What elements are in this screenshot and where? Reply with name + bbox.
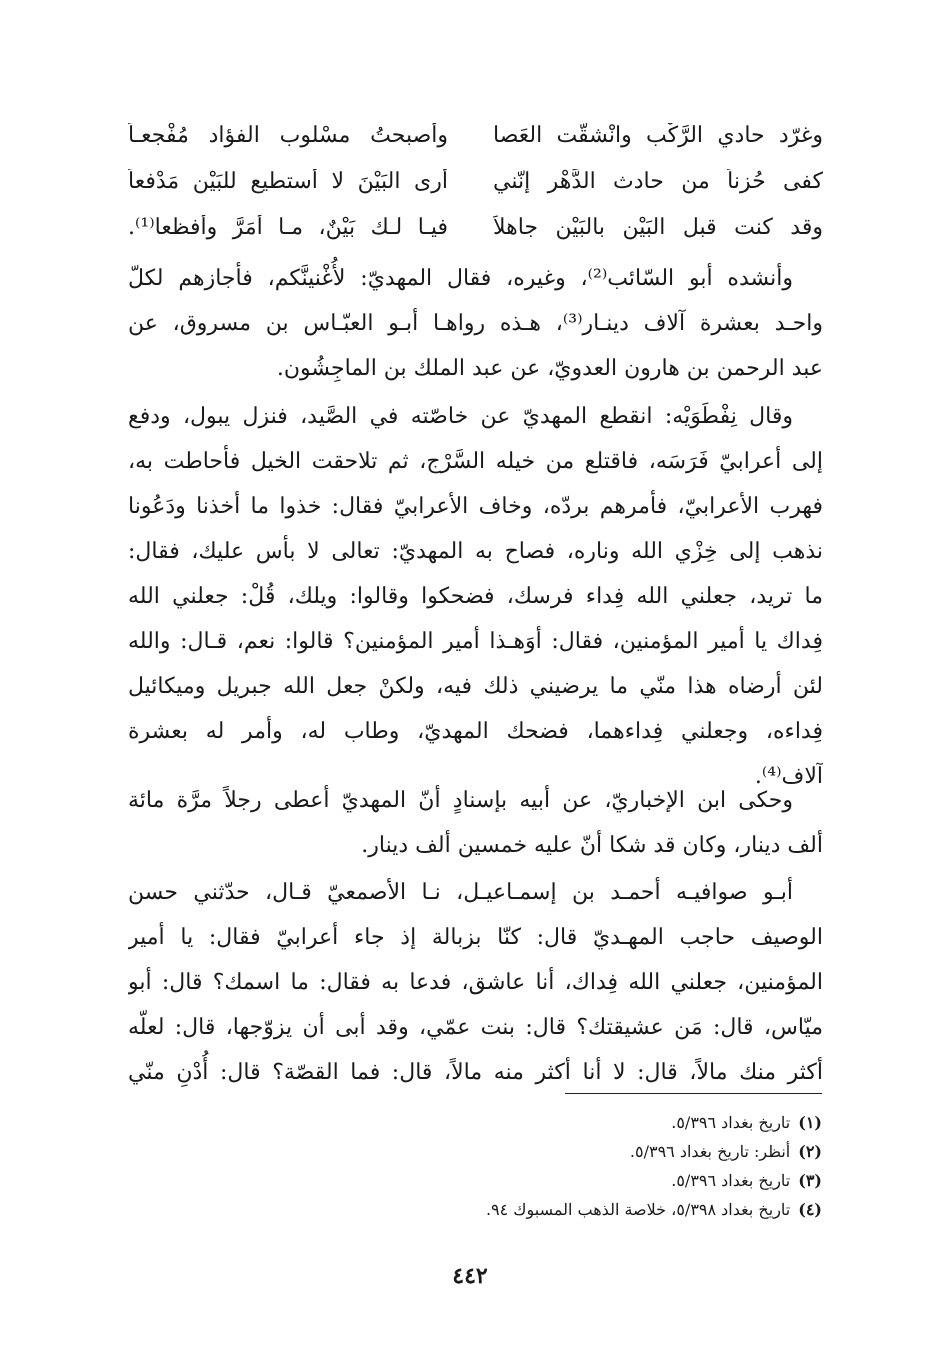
paragraph-line: فِداءه، وجعلني فِداءهما، فضحك المهديّ، وطاب له، وأمر له بعشرة [128, 719, 823, 744]
verse-first-hemistich: كفى حُزناً من حادث الدَّهْر إنّني [493, 168, 823, 194]
footnote-text: تاريخ بغداد ٥/٣٩٦. [671, 1171, 791, 1190]
verse-first-hemistich: وغرّد حادي الرَّكْب وانْشقَّت العَصا [493, 122, 823, 148]
paragraph-line: عبد الرحمن بن هارون العدويّ، عن عبد الملك بن الماجِشُون. [276, 356, 823, 381]
paragraph-line: ما تريد، جعلني الله فِداء فرسك، فضحكوا وقالوا: ويلك، قُلْ: جعلني الله [128, 584, 823, 609]
paragraph-line: واحـد بعشرة آلاف دينـار⁽³⁾، هـذه رواهـا أبـو العبّـاس بن مسروق، عن [128, 311, 823, 336]
paragraph-line: ميّاس، قال: مَن عشيقتك؟ قال: بنت عمّي، وقد أبى أن يزوّجها، قال: لعلّه [128, 1015, 823, 1040]
verse-line [128, 204, 823, 250]
footnotes [300, 1108, 822, 1224]
paragraph-line: وأنشده أبو السّائب⁽²⁾، وغيره، فقال المهديّ: لأُغْنينَّكم، فأجازهم لكلّ [128, 266, 793, 291]
verse-second-hemistich: فيـا لـك بَيْنٌ، مـا أمَرَّ وأفظعا⁽¹⁾. [128, 214, 448, 240]
paragraph-line: آلاف⁽⁴⁾. [754, 764, 823, 789]
poem-verses [128, 112, 823, 250]
footnote-text: أنظر: تاريخ بغداد ٥/٣٩٦. [629, 1142, 791, 1161]
verse-second-hemistich: أرى البَيْنَ لا أستطيع للبَيْن مَدْفعاً [128, 168, 448, 194]
footnote [300, 1108, 822, 1137]
paragraph-line: لئن أرضاه هذا منّي ما يرضيني ذلك فيه، ولكنْ جعل الله جبريل وميكائيل [128, 674, 823, 699]
paragraph-line: الوصيف حاجب المهـديّ قال: كنّا بزبالة إذ جاء أعرابيّ فقال: يا أمير [128, 925, 823, 950]
page-number: ٤٤٢ [452, 1263, 488, 1289]
footnote-number: (١) [798, 1113, 822, 1132]
paragraph-line: وقال نِفْطَوَيْه: انقطع المهديّ عن خاصّته في الصَّيد، فنزل يبول، ودفع [128, 404, 793, 429]
paragraph-line: فهرب الأعرابيّ، فأمرهم بردّه، وخاف الأعرابيّ فقال: خذوا ما أخذنا ودَعُونا [128, 494, 823, 519]
paragraph-line: وحكى ابن الإخباريّ، عن أبيه بإسنادٍ أنّ المهديّ أعطى رجلاً مرَّة مائة [128, 788, 793, 813]
paragraph-line: أكثر منك مالاً، قال: لا أنا أكثر منه مالاً، قال: فما القصّة؟ قال: أُدْنِ منّي [128, 1060, 823, 1085]
verse-second-hemistich: وأصبحتُ مسْلوب الفؤاد مُفْجعـاً [128, 122, 448, 148]
footnote [300, 1195, 822, 1224]
paragraph-line: المؤمنين، جعلني الله فِداك، أنا عاشق، فدعا به فقال: ما اسمك؟ قال: أبو [128, 970, 823, 995]
paragraph-line: ألف دينار، وكان قد شكا أنّ عليه خمسين ألف دينار. [361, 833, 823, 858]
verse-first-hemistich: وقد كنت قبل البَيْن بالبَيْن جاهلاً [493, 214, 823, 240]
footnote-number: (٣) [798, 1171, 822, 1190]
paragraph-bedouin-story [128, 394, 823, 799]
verse-line [128, 112, 823, 158]
footnote [300, 1137, 822, 1166]
footnote-number: (٢) [798, 1142, 822, 1161]
paragraph-line: نذهب إلى خِزْي الله وناره، فصاح به المهديّ: تعالى لا بأس عليك، فقال: [128, 539, 823, 564]
verse-line [128, 158, 823, 204]
paragraph-abu-sawafih [128, 870, 823, 1095]
footnote [300, 1166, 822, 1195]
paragraph-line: إلى أعرابيّ فَرَسَه، فاقتلع من خيله السَّرْج، ثم تلاحقت الخيل فأحاطت به، [128, 449, 823, 474]
paragraph-line: فِداك يا أمير المؤمنين، فقال: أوَهـذا أمير المؤمنين؟ قالوا: نعم، قـال: والله [128, 629, 823, 654]
paragraph-line: أبـو صوافيـه أحمـد بن إسمـاعيـل، نـا الأصمعيّ قـال، حدّثني حسن [128, 880, 793, 905]
footnote-text: تاريخ بغداد ٥/٣٩٦. [671, 1113, 791, 1132]
footnote-text: تاريخ بغداد ٥/٣٩٨، خلاصة الذهب المسبوك ٩٤. [485, 1200, 791, 1219]
footnote-number: (٤) [798, 1200, 822, 1219]
paragraph-ibn-akhbari [128, 778, 823, 868]
paragraph-poem-recital [128, 256, 823, 391]
footnote-divider [565, 1093, 822, 1094]
